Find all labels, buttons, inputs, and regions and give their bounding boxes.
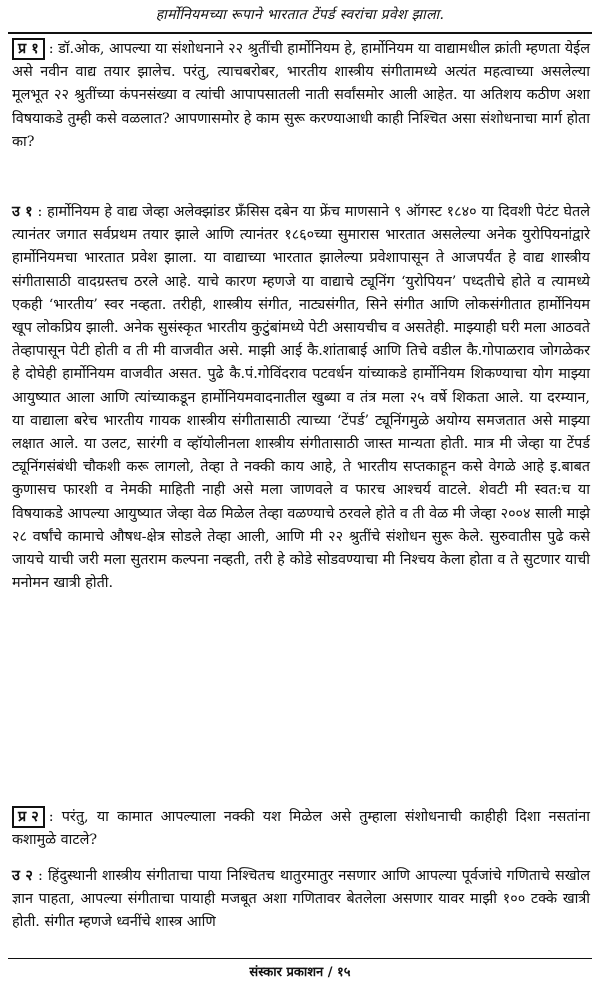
question-1 xyxy=(12,38,590,154)
page-footer: संस्कार प्रकाशन / १५ xyxy=(249,965,351,980)
answer-2-text: : हिंदुस्थानी शास्त्रीय संगीताचा पाया निश्चितच थातुरमातुर नसणार आणि आपल्या पूर्वजांचे गणिताचे सखोल ज्ञान पाहता, आपल्या संगीताचा पायाही मजबूत अशा गणितावर बेतलेला असणार यावर माझी १०० टक्के खात्री होती. संगीत म्हणजे ध्वनींचे शास्त्र आणि xyxy=(12,868,590,931)
footer-divider xyxy=(8,958,592,959)
header-divider xyxy=(8,32,592,34)
answer-2-label: उ २ xyxy=(12,867,33,884)
answer-2 xyxy=(12,864,590,935)
question-1-tag: प्र १ xyxy=(12,38,45,60)
question-2-tag: प्र २ xyxy=(12,806,45,828)
answer-1 xyxy=(12,200,590,595)
answer-1-text: : हार्मोनियम हे वाद्य जेव्हा अलेक्झांडर फ्रँसिस दबेन या फ्रेंच माणसाने ९ ऑगस्ट १८४० या दिवशी पेटंट घेतले त्यानंतर जगात सर्वप्रथम तयार झाले आणि त्यानंतर १८६०च्या सुमारास भारतात असलेल्या अनेक युरोपियनांद्वारे हार्मोनियमचा भारतात प्रवेश झाला. या वाद्याच्या भारतात झालेल्या प्रवेशापासून ते आजपर्यंत हे वाद्य शास्त्रीय संगीतासाठी वादग्रस्तच ठरले आहे. याचे कारण म्हणजे या वाद्याचे ट्यूनिंग ‘युरोपियन’ पध्दतीचे होते व त्यामध्ये एकही ‘भारतीय’ स्वर नव्हता. तरीही, शास्त्रीय संगीत, नाट्यसंगीत, सिने संगीत आणि लोकसंगीतात हार्मोनियम खूप लोकप्रिय झाली. अनेक सुसंस्कृत भारतीय कुटुंबांमध्ये पेटी असायचीच व असतेही. माझ्याही घरी मला आठवते तेव्हापासून पेटी होती व ती मी वाजवीत असे. माझी आई कै.शांताबाई आणि तिचे वडील कै.गोपाळराव जोगळेकर हे दोघेही हार्मोनियम वाजवीत असत. पुढे कै.पं.गोविंदराव पटवर्धन यांच्याकडे हार्मोनियम शिकण्याचा योग माझ्या आयुष्यात आला आणि त्यांच्याकडून हार्मोनियमवादनातील खुब्या व तंत्र मला २५ वर्षे शिकता आले. या दरम्यान, या वाद्याला बरेच भारतीय गायक शास्त्रीय संगीतासाठी त्याच्या ‘टेंपर्ड’ ट्यूनिंगमुळे अयोग्य समजतात असे माझ्या लक्षात आले. या उलट, सारंगी व व्हॉयोलीनला शास्त्रीय संगीतासाठी जास्त मान्यता होती. मात्र मी जेव्हा या टेंपर्ड ट्यूनिंगसंबंधी चौकशी करू लागलो, तेव्हा ते नक्की काय आहे, ते भारतीय सप्तकाहून कसे वेगळे आहे इ.बाबत कुणासच फारशी व नेमकी माहिती नाही असे मला जाणवले व फारच आश्चर्य वाटले. शेवटी मी स्वत:च या विषयाकडे आपल्या आयुष्यात जेव्हा वेळ मिळेल तेव्हा वळण्याचे ठरवले होते व ती वेळ मी जेव्हा २००४ साली माझे २८ वर्षांचे कामाचे औषध-क्षेत्र सोडले तेव्हा आली, आणि मी २२ श्रुतींचे संशोधन सुरू केले. सुरुवातीस पुढे कसे जायचे याची जरी मला सुतराम कल्पना नव्हती, तरी हे कोडे सोडवण्याचा मी निश्चय केला होता व ते सुटणार याची मनोमन खात्री होती. xyxy=(12,204,590,592)
question-2-text: : परंतु, या कामात आपल्याला नक्की यश मिळेल असे तुम्हाला संशोधनाची काहीही दिशा नसतांना कशामुळे वाटले? xyxy=(12,809,590,849)
page-header: हार्मोनियमच्या रूपाने भारतात टेंपर्ड स्वरांचा प्रवेश झाला. xyxy=(155,7,445,23)
question-1-text: : डॉ.ओक, आपल्या या संशोधनाने २२ श्रुतींची हार्मोनियम हे, हार्मोनियम या वाद्यामधील क्रांती म्हणता येईल असे नवीन वाद्य तयार झालेच. परंतु, त्याचबरोबर, भारतीय शास्त्रीय संगीतामध्ये अत्यंत महत्वाच्या असलेल्या मूलभूत २२ श्रुतींच्या कंपनसंख्या व त्यांची आपापसातली नाती सर्वांसमोर आली आहेत. या अतिशय कठीण अशा विषयाकडे तुम्ही कसे वळलात? आपणासमोर हे काम सुरू करण्याआधी काही निश्चित असा संशोधनाचा मार्ग होता का? xyxy=(12,41,590,150)
question-2 xyxy=(12,806,590,852)
answer-1-label: उ १ xyxy=(12,203,33,220)
